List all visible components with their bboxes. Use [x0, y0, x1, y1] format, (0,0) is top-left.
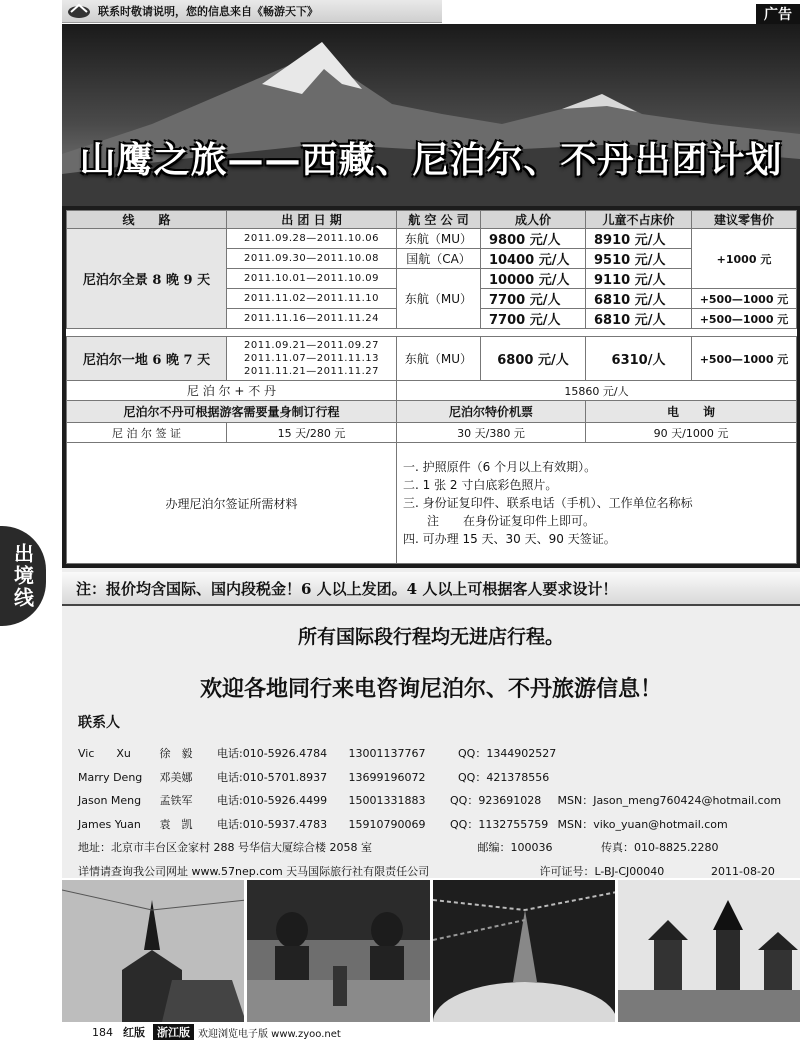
contact-qq: QQ：923691028 — [450, 794, 542, 807]
list-item: 注 在身份证复印件上即可。 — [403, 514, 596, 528]
contact-phone: 电话:010-5926.4784 — [217, 747, 328, 760]
zip-code: 邮编：100036 — [477, 841, 553, 854]
contact-phone: 电话:010-5701.8937 — [217, 770, 328, 784]
contact-phone: 电话:010-5926.4499 — [217, 794, 328, 807]
contact-row — [78, 766, 794, 790]
contact-msn: MSN：viko_yuan@hotmail.com — [557, 817, 728, 831]
magazine-logo-icon — [66, 3, 92, 19]
route-name: 尼泊尔全景 8 晚 9 天 — [67, 229, 227, 329]
table-header-row — [67, 211, 797, 229]
visa-materials-label: 办理尼泊尔签证所需材料 — [67, 443, 397, 564]
child-price: 6310/人 — [586, 337, 692, 381]
col-header: 儿童不占床价 — [586, 211, 692, 229]
adult-price: 7700 元/人 — [481, 309, 586, 329]
address: 地址：北京市丰台区金家村 288 号华信大厦综合楼 2058 室 — [78, 841, 372, 854]
contact-mobile: 15910790069 — [348, 817, 426, 831]
contact-phone: 电话:010-5937.4783 — [217, 817, 328, 831]
airline: 东航（MU） — [397, 229, 481, 249]
combo-price: 15860 元/人 — [397, 381, 797, 401]
section-tab: 出境线 — [0, 526, 46, 626]
visa-15-days: 15 天/280 元 — [227, 423, 397, 443]
license-number: 许可证号：L-BJ-CJ00040 — [539, 864, 665, 878]
contact-heading: 联系人 — [78, 715, 120, 731]
departure-dates — [227, 337, 397, 381]
edition-region: 浙江版 — [153, 1024, 194, 1040]
col-header: 线 路 — [67, 211, 227, 229]
temple-square-photo — [618, 880, 800, 1022]
adult-price: 10400 元/人 — [481, 249, 586, 269]
departure-date: 2011.09.30—2011.10.08 — [227, 249, 397, 269]
contact-cn-name: 徐 毅 — [159, 747, 193, 760]
retail-price: +500—1000 元 — [692, 309, 797, 329]
departure-date: 2011.11.02—2011.11.10 — [227, 289, 397, 309]
adult-price: 7700 元/人 — [481, 289, 586, 309]
table-row — [67, 401, 797, 423]
contact-list — [78, 742, 794, 883]
prayer-flags-photo — [433, 880, 615, 1022]
visa-label: 尼 泊 尔 签 证 — [67, 423, 227, 443]
child-price: 8910 元/人 — [586, 229, 692, 249]
list-item: 二. 1 张 2 寸白底彩色照片。 — [403, 478, 558, 492]
adult-price: 6800 元/人 — [481, 337, 586, 381]
col-header: 航 空 公 司 — [397, 211, 481, 229]
contact-row — [78, 789, 794, 813]
combo-route: 尼 泊 尔 + 不 丹 — [67, 381, 397, 401]
slogan-welcome: 欢迎各地同行来电咨询尼泊尔、不丹旅游信息！ — [199, 676, 662, 702]
table-spacer-row — [67, 329, 797, 337]
adult-price: 10000 元/人 — [481, 269, 586, 289]
visa-materials-list — [397, 443, 797, 564]
guardian-statues-photo — [247, 880, 429, 1022]
contact-qq: QQ：1344902527 — [458, 747, 557, 760]
address-row — [78, 836, 794, 860]
contact-qq: QQ：421378556 — [458, 770, 550, 784]
price-table-frame — [62, 206, 800, 568]
temple-icon — [618, 880, 800, 1022]
child-price: 6810 元/人 — [586, 309, 692, 329]
departure-date: 2011.09.21—2011.09.27 — [243, 340, 379, 351]
source-banner-text: 联系时敬请说明，您的信息来自《畅游天下》 — [98, 5, 318, 18]
statue-icon — [247, 880, 429, 1022]
contact-cn-name: 邓美娜 — [159, 770, 193, 784]
special-tickets: 尼泊尔特价机票 — [397, 401, 586, 423]
contact-en-name: Vic Xu — [78, 747, 131, 760]
table-row — [67, 443, 797, 564]
visa-30-days: 30 天/380 元 — [397, 423, 586, 443]
retail-price: +500—1000 元 — [692, 289, 797, 309]
contact-qq: QQ：1132755759 — [450, 817, 549, 831]
visa-90-days: 90 天/1000 元 — [586, 423, 797, 443]
contact-en-name: Marry Deng — [78, 770, 143, 784]
retail-price: +500—1000 元 — [692, 337, 797, 381]
publish-date: 2011-08-20 — [711, 864, 775, 878]
call-inquiry: 电 询 — [586, 401, 797, 423]
contact-row — [78, 813, 794, 837]
page-footer — [62, 1024, 462, 1040]
contact-row — [78, 742, 794, 766]
contact-en-name: James Yuan — [78, 817, 141, 831]
departure-date: 2011.11.21—2011.11.27 — [243, 366, 379, 377]
airline: 东航（MU） — [397, 269, 481, 329]
departure-date: 2011.10.01—2011.10.09 — [227, 269, 397, 289]
slogan-no-shopping: 所有国际段行程均无进店行程。 — [297, 626, 564, 648]
table-row — [67, 423, 797, 443]
adult-price: 9800 元/人 — [481, 229, 586, 249]
col-header: 成人价 — [481, 211, 586, 229]
table-row — [67, 337, 797, 381]
photo-strip — [62, 880, 800, 1022]
custom-itinerary: 尼泊尔不丹可根据游客需要量身制订行程 — [67, 401, 397, 423]
fax: 传真：010-8825.2280 — [601, 841, 719, 854]
hero-banner — [62, 24, 800, 206]
retail-price: +1000 元 — [692, 229, 797, 289]
contact-en-name: Jason Meng — [78, 794, 142, 807]
table-row — [67, 229, 797, 249]
e-edition-promo: 欢迎浏览电子版 www.zyoo.net — [198, 1028, 341, 1040]
contact-mobile: 15001331883 — [348, 794, 426, 807]
contact-mobile: 13001137767 — [348, 747, 426, 760]
hero-title: 山鹰之旅——西藏、尼泊尔、不丹出团计划 — [79, 139, 783, 181]
col-header: 出 团 日 期 — [227, 211, 397, 229]
table-row — [67, 381, 797, 401]
edition-label: 红版 — [123, 1026, 145, 1039]
price-note: 注：报价均含国际、国内段税金！6 人以上发团。4 人以上可根据客人要求设计！ — [62, 572, 800, 606]
price-table — [66, 210, 797, 564]
col-header: 建议零售价 — [692, 211, 797, 229]
contact-cn-name: 袁 凯 — [159, 817, 193, 831]
route-name: 尼泊尔一地 6 晚 7 天 — [67, 337, 227, 381]
list-item: 一. 护照原件（6 个月以上有效期）。 — [403, 460, 597, 474]
list-item: 四. 可办理 15 天、30 天、90 天签证。 — [403, 532, 616, 546]
source-banner — [62, 0, 442, 23]
airline: 东航（MU） — [397, 337, 481, 381]
list-item: 三. 身份证复印件、联系电话（手机）、工作单位名称标 — [403, 496, 693, 510]
child-price: 9110 元/人 — [586, 269, 692, 289]
stupa-photo — [62, 880, 244, 1022]
departure-date: 2011.11.16—2011.11.24 — [227, 309, 397, 329]
ad-tag: 广告 — [756, 4, 800, 24]
departure-date: 2011.11.07—2011.11.13 — [243, 353, 379, 364]
contact-msn: MSN：Jason_meng760424@hotmail.com — [557, 794, 782, 807]
departure-date: 2011.09.28—2011.10.06 — [227, 229, 397, 249]
contact-mobile: 13699196072 — [348, 770, 426, 784]
airline: 国航（CA） — [397, 249, 481, 269]
page-number: 184 — [92, 1025, 113, 1039]
contact-cn-name: 孟铁军 — [159, 794, 193, 807]
child-price: 9510 元/人 — [586, 249, 692, 269]
stupa-icon — [62, 880, 244, 1022]
company-website: 详情请查询我公司网址 www.57nep.com 天马国际旅行社有限责任公司 — [78, 864, 430, 878]
prayer-flags-icon — [433, 880, 615, 1022]
child-price: 6810 元/人 — [586, 289, 692, 309]
